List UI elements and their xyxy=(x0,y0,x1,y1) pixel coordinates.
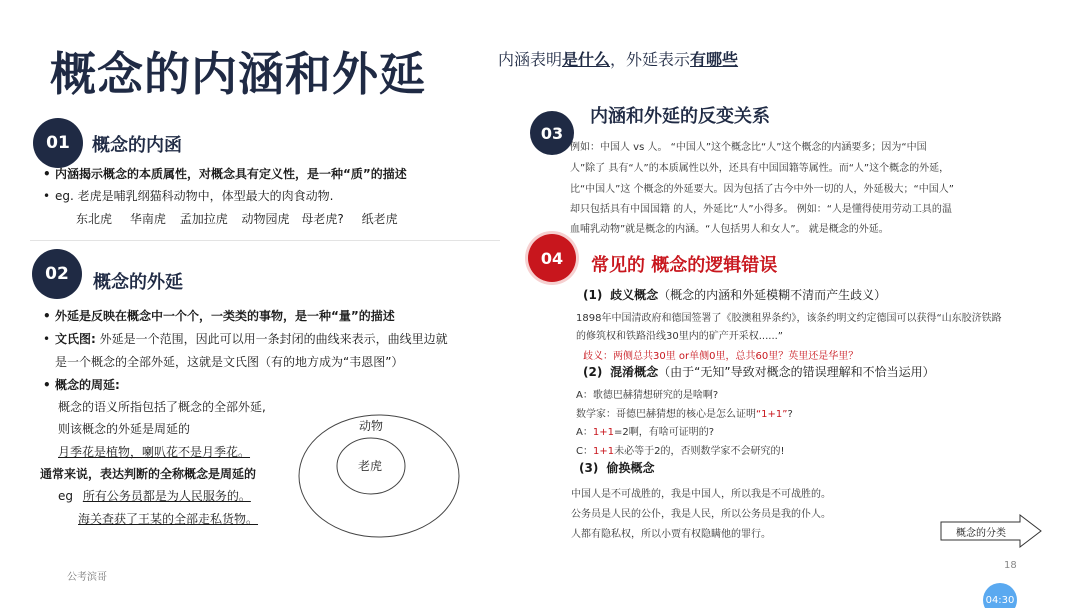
section-03-line: 比“中国人”这 个概念的外延要大。因为包括了古今中外一切的人，外延极大；“中国人” xyxy=(570,184,954,195)
dialog-text: 数学家：哥德巴赫猜想的核心是怎么证明 xyxy=(576,409,756,420)
section-02-bullet-3: • 概念的周延: xyxy=(55,379,120,391)
example-item: 纸老虎 xyxy=(361,212,398,226)
error-3-heading xyxy=(579,462,655,474)
subtitle-highlight-2: 有哪些 xyxy=(690,50,739,69)
venn-outer-label: 动物 xyxy=(359,419,384,433)
section-03-line: 人”除了 具有“人”的本质属性以外，还具有中国国籍等属性。而“人”这个概念的外延， xyxy=(570,163,950,174)
dialog-text: 未必等于2的，否则数学家不会研究的! xyxy=(614,446,785,457)
distribution-line-3: 月季花是植物，喇叭花不是月季花。 xyxy=(58,445,251,459)
section-02-badge: 02 xyxy=(32,249,82,299)
page-title: 概念的内涵和外延 xyxy=(50,47,426,101)
section-01-title: 概念的内函 xyxy=(92,135,182,156)
error-3-line-2: 公务员是人民的公仆，我是人民，所以公务员是我的仆人。 xyxy=(571,509,831,520)
error-1-title: 歧义概念 xyxy=(610,288,659,302)
dialog-text: =2啊，有啥可证明的? xyxy=(613,427,715,438)
error-1-label: (1) xyxy=(583,288,603,302)
section-03-title: 内涵和外延的反变关系 xyxy=(590,106,770,127)
next-slide-button[interactable] xyxy=(940,514,1042,548)
distribution-line-1: 概念的语义所指包括了概念的全部外延, xyxy=(58,400,266,414)
error-2-label: (2) xyxy=(583,365,603,379)
error-3-line-3: 人都有隐私权，所以小贾有权隐瞒他的罪行。 xyxy=(571,529,771,540)
distribution-line-5 xyxy=(58,490,251,502)
section-02-title: 概念的外延 xyxy=(93,272,183,293)
dialog-text: ? xyxy=(787,409,793,420)
section-01-bullet-2: • eg. 老虎是哺乳纲猫科动物中，体型最大的肉食动物. xyxy=(55,190,333,202)
dialog-red: 1+1 xyxy=(592,427,614,438)
subtitle-text-1: 内涵表明 xyxy=(498,50,563,69)
page-subtitle xyxy=(498,47,738,70)
section-03-line: 血哺乳动物”就是概念的内涵。“人包括男人和女人”。 就是概念的外延。 xyxy=(570,224,889,235)
timer-badge[interactable]: 04:30 xyxy=(983,583,1017,608)
dialog-text: A： xyxy=(576,427,593,438)
error-3-line-1: 中国人是不可战胜的，我是中国人，所以我是不可战胜的。 xyxy=(571,489,831,500)
error-2-line-4 xyxy=(576,442,784,457)
section-01-badge: 01 xyxy=(33,118,83,168)
error-1-ambiguity: 歧义：两侧总共30里 or单侧0里，总共60里？英里还是华里？ xyxy=(583,351,859,362)
example-item: 东北虎 xyxy=(76,212,113,226)
dialog-red: 1+1 xyxy=(592,446,615,457)
example-item: 孟加拉虎 xyxy=(179,212,228,226)
error-2-line-1: A：歌德巴赫猜想研究的是啥啊? xyxy=(576,390,719,401)
distribution-line-6: 海关查获了王某的全部走私货物。 xyxy=(78,512,259,526)
section-03-line: 例如：中国人 vs 人。 “中国人”这个概念比“人”这个概念的内涵要多；因为“中国 xyxy=(570,142,927,153)
subtitle-highlight-1: 是什么 xyxy=(562,50,611,69)
section-03-line: 却只包括具有中国国籍 的人，外延比“人”小得多。 例如：“人是懂得使用劳动工具的温 xyxy=(570,204,952,215)
error-2-line-2 xyxy=(576,405,793,420)
section-04-title-pre: 常见的 xyxy=(591,255,652,276)
error-3-title: 偷换概念 xyxy=(606,461,655,475)
eg-label: eg xyxy=(58,489,73,503)
error-1-heading xyxy=(583,289,886,301)
error-3-label: (3) xyxy=(579,461,599,475)
page-number: 18 xyxy=(1004,560,1017,571)
section-04-badge: 04 xyxy=(528,234,576,282)
distribution-line-2: 则该概念的外延是周延的 xyxy=(58,422,191,436)
distribution-line-4: 通常来说，表达判断的全称概念是周延的 xyxy=(40,467,257,481)
subtitle-text-2: ，外延表示 xyxy=(610,50,691,69)
section-02-bullet-2 xyxy=(55,333,448,345)
section-divider xyxy=(30,240,500,241)
venn-inner-label: 老虎 xyxy=(358,459,383,473)
venn-text: 外延是一个范围，因此可以用一条封闭的曲线来表示，曲线里边就 xyxy=(95,332,448,346)
eg-text: 所有公务员都是为人民服务的。 xyxy=(82,489,251,503)
error-2-line-3 xyxy=(576,423,714,438)
error-2-desc: （由于“无知”导致对概念的错误理解和不恰当运用） xyxy=(658,365,935,379)
section-04-title xyxy=(591,251,777,277)
section-02-bullet-2-cont: 是一个概念的全部外延，这就是文氏图（有的地方成为“韦恩图”） xyxy=(55,355,404,369)
section-03-badge: 03 xyxy=(530,111,574,155)
author-label: 公考滨哥 xyxy=(67,572,107,583)
venn-label: 文氏图: xyxy=(55,332,96,346)
error-1-text-1: 1898年中国清政府和德国签署了《胶澳租界条约》，该条约明文约定德国可以获得“山东胶济铁路 xyxy=(576,313,1002,324)
dialog-red: “1+1” xyxy=(756,409,788,420)
dialog-text: C： xyxy=(576,446,593,457)
error-1-desc: （概念的内涵和外延模糊不清而产生歧义） xyxy=(658,288,887,302)
error-2-title: 混淆概念 xyxy=(610,365,659,379)
section-02-bullet-1: • 外延是反映在概念中一个个，一类类的事物，是一种“量”的描述 xyxy=(55,310,395,322)
next-slide-label: 概念的分类 xyxy=(956,528,1006,539)
error-2-heading xyxy=(583,366,935,378)
section-04-title-main: 概念的逻辑错误 xyxy=(651,255,778,276)
example-item: 动物园虎 xyxy=(241,212,290,226)
error-1-text-2: 的修筑权和铁路沿线30里内的矿产开采权......” xyxy=(576,331,783,342)
venn-outer-circle xyxy=(299,415,459,537)
example-item: 华南虎 xyxy=(129,212,166,226)
tiger-examples xyxy=(76,213,398,225)
example-item: 母老虎? xyxy=(301,212,344,226)
section-01-bullet-1: • 内涵揭示概念的本质属性，对概念具有定义性，是一种“质”的描述 xyxy=(55,168,407,180)
